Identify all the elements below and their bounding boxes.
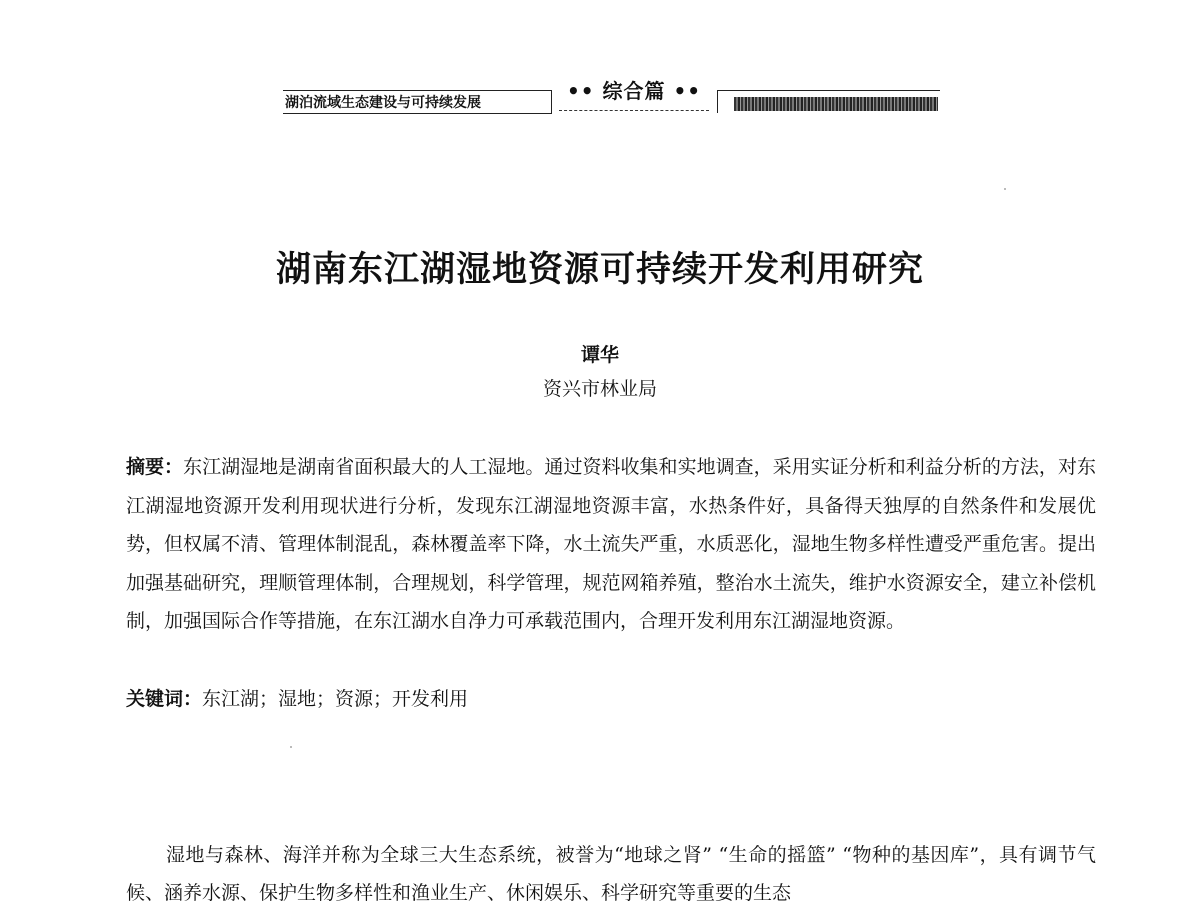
- abstract-text: 东江湖湿地是湖南省面积最大的人工湿地。通过资料收集和实地调查，采用实证分析和利益分析的方法，对东江湖湿地资源开发利用现状进行分析，发现东江湖湿地资源丰富，水热条件好，具备得天独厚的自然条件和发展优势，但权属不清、管理体制混乱，森林覆盖率下降，水土流失严重，水质恶化，湿地生物多样性遭受严重危害。提出加强基础研究，理顺管理体制，合理规划，科学管理，规范网箱养殖，整治水土流失，维护水资源安全，建立补偿机制，加强国际合作等措施，在东江湖水自净力可承载范围内，合理开发利用东江湖湿地资源。: [126, 456, 1096, 632]
- abstract: [126, 448, 1096, 641]
- running-header-right-box: [717, 90, 940, 113]
- running-header: [283, 78, 939, 118]
- section-label: •• 综合篇 ••: [566, 79, 702, 103]
- running-header-decorative-pattern: [734, 97, 938, 111]
- keywords-text: 东江湖；湿地；资源；开发利用: [202, 688, 469, 710]
- abstract-label: 摘要：: [126, 456, 184, 478]
- running-header-left-box: [283, 90, 552, 114]
- running-header-section-box: [559, 78, 709, 111]
- author-affiliation: 资兴市林业局: [542, 378, 657, 400]
- keywords: [126, 680, 1096, 718]
- running-header-journal-title: 湖泊流域生态建设与可持续发展: [285, 95, 481, 111]
- keywords-label: 关键词：: [126, 688, 203, 710]
- scan-speck: [290, 746, 292, 748]
- body-paragraph: 湿地与森林、海洋并称为全球三大生态系统，被誉为“地球之肾” “生命的摇篮” “物种的基因库”，具有调节气候、涵养水源、保护生物多样性和渔业生产、休闲娱乐、科学研究等重要的生态: [126, 844, 1096, 904]
- scan-speck: [1004, 188, 1006, 190]
- article-title: 湖南东江湖湿地资源可持续开发利用研究: [275, 249, 924, 290]
- author-name: 谭华: [580, 344, 619, 366]
